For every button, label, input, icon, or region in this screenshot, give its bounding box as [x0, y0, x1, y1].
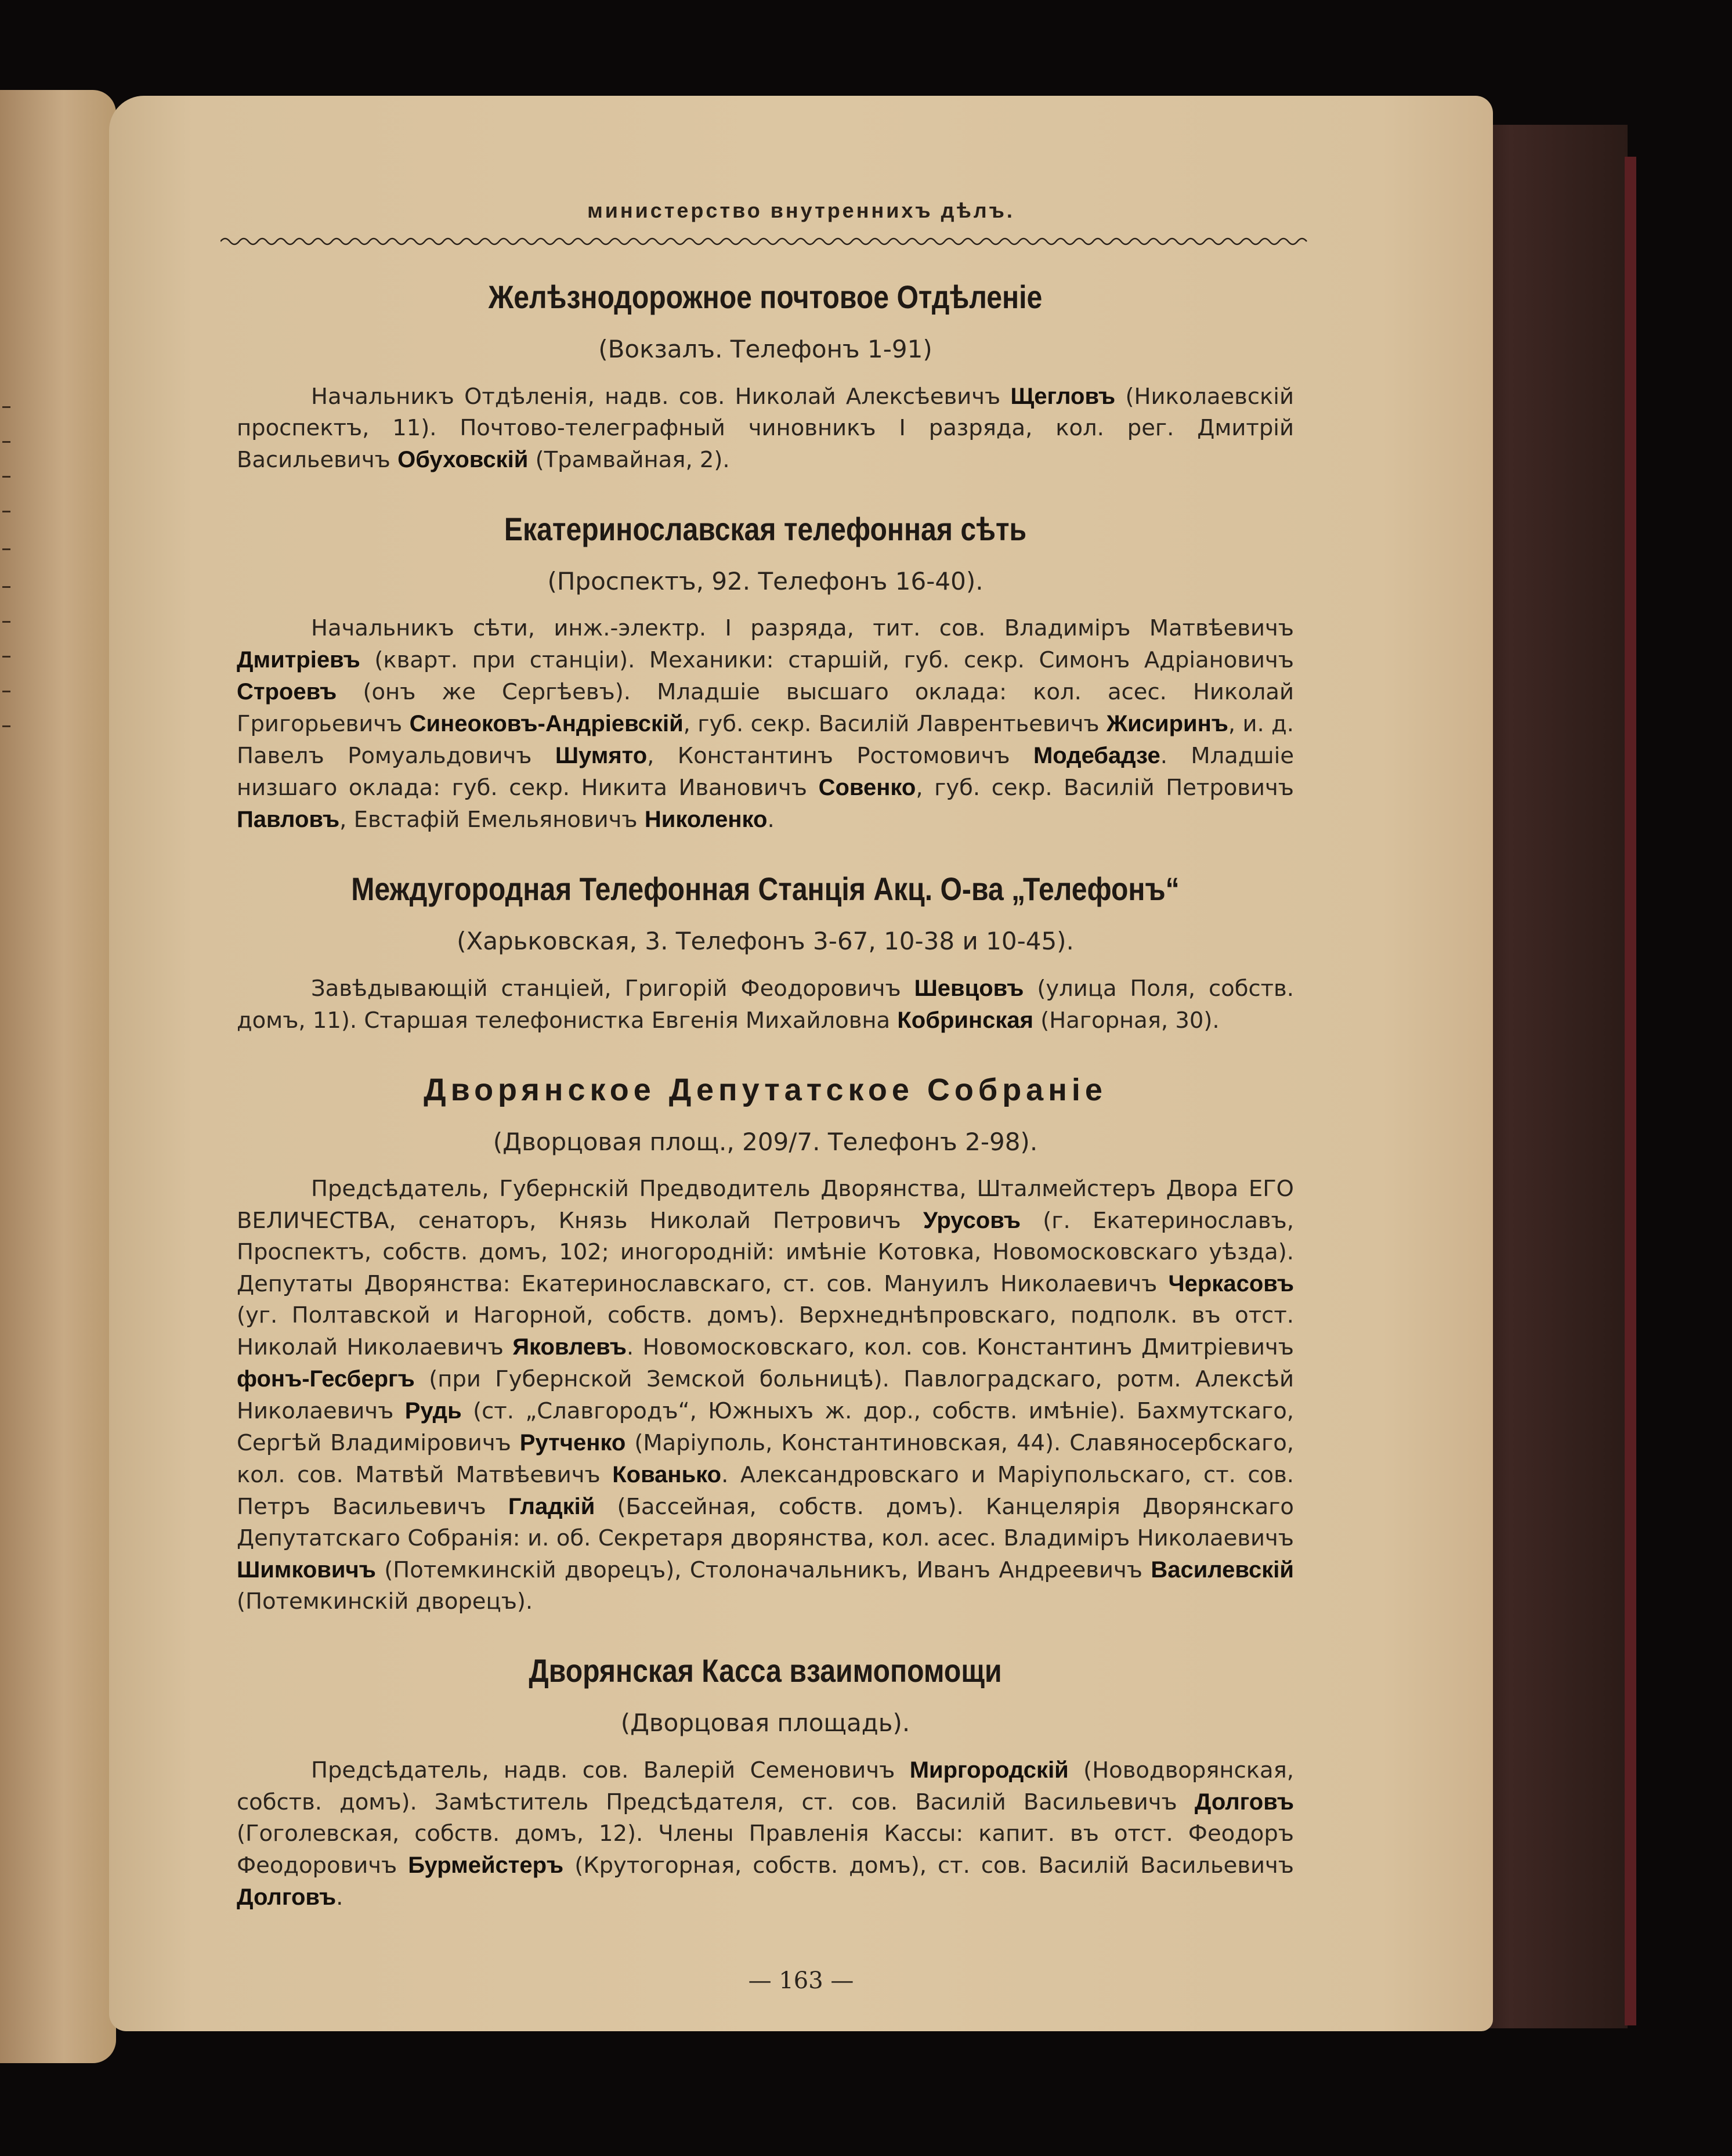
left-page-mark [2, 548, 10, 550]
person-surname: Шумято [555, 743, 648, 768]
section-telephone-network [237, 506, 1294, 836]
section-address: (Дворцовая площ., 209/7. Телефонъ 2-98). [493, 1128, 1038, 1156]
section-title: Дворянское Депутатское Собраніе [424, 1072, 1107, 1107]
person-surname: Николенко [644, 807, 768, 832]
person-surname: Черкасовъ [1168, 1271, 1294, 1297]
section-address: (Харьковская, 3. Телефонъ 3-67, 10-38 и 10-45). [457, 927, 1074, 955]
section-title: Междугородная Телефонная Станція Акц. О-ва „Телефонъ“ [351, 871, 1180, 907]
person-surname: Кованько [612, 1462, 722, 1487]
person-surname: Совенко [818, 775, 916, 800]
section-address: (Проспектъ, 92. Телефонъ 16-40). [547, 567, 983, 595]
person-surname: Яковлевъ [512, 1334, 627, 1360]
person-surname: Обуховскій [397, 447, 529, 472]
section-noble-mutual-aid-fund [237, 1648, 1294, 1913]
person-surname: Шимковичъ [237, 1557, 376, 1583]
left-page-mark [2, 406, 10, 408]
section-body: Начальникъ Отдѣленія, надв. сов. Николай Алексѣевичъ Щегловъ (Николаевскій проспектъ, 11). Почтово-телеграфный чиновникъ I разряда, кол. рег. Дмитрій Васильевичъ Обуховскій (Трамвайная, 2). [237, 384, 1294, 473]
section-body: Завѣдывающій станціей, Григорій Феодоровичъ Шевцовъ (улица Поля, собств. домъ, 11). Старшая телефонистка Евгенія Михайловна Кобринская (Нагорная, 30). [237, 976, 1294, 1034]
left-page-mark [2, 621, 10, 623]
person-surname: Долговъ [237, 1884, 337, 1910]
section-noble-assembly [237, 1067, 1294, 1617]
person-surname: фонъ-Гесбергъ [237, 1366, 415, 1392]
person-surname: Шевцовъ [914, 976, 1024, 1001]
section-body: Предсѣдатель, надв. сов. Валерій Семеновичъ Миргородскій (Новодворянская, собств. домъ). Замѣститель Предсѣдателя, ст. сов. Василій Васильевичъ Долговъ (Гоголевская, собств. домъ, 12). Члены Правленія Кассы: капит. въ отст. Феодоръ Феодоровичъ Бурмейстеръ (Крутогорная, собств. домъ), ст. сов. Василій Васильевичъ Долговъ. [237, 1757, 1294, 1911]
left-page-mark [2, 511, 10, 512]
previous-page-edge [0, 90, 116, 2063]
section-body: Предсѣдатель, Губернскій Предводитель Дворянства, Шталмейстеръ Двора ЕГО ВЕЛИЧЕСТВА, сенаторъ, Князь Николай Петровичъ Урусовъ (г. Екатеринославъ, Проспектъ, собств. домъ, 102; иногородній: имѣніе Котовка, Новомосковскаго уѣзда). Депутаты Дворянства: Екатеринославскаго, ст. сов. Мануилъ Николаевичъ Черкасовъ (уг. Полтавской и Нагорной, собств. домъ). Верхнеднѣпровскаго, подполк. въ отст. Николай Николаевичъ Яковлевъ. Новомосковскаго, кол. сов. Константинъ Дмитріевичъ фонъ-Гесбергъ (при Губернской Земской больницѣ). Павлоградскаго, ротм. Алексѣй Николаевичъ Рудь (ст. „Славгородъ“, Южныхъ ж. дор., собств. имѣніе). Бахмутскаго, Сергѣй Владиміровичъ Рутченко (Маріуполь, Константиновская, 44). Славяносербскаго, кол. сов. Матвѣй Матвѣевичъ Кованько. Александровскаго и Маріупольскаго, ст. сов. Петръ Васильевичъ Гладкій (Бассейная, собств. домъ). Канцелярія Дворянскаго Депутатскаго Собранія: и. об. Секретаря дворянства, кол. асес. Владиміръ Николаевичъ Шимковичъ (Потемкинскій дворецъ), Столоначальникъ, Иванъ Андреевичъ Василевскій (Потемкинскій дворецъ). [237, 1176, 1295, 1615]
left-page-mark [2, 441, 10, 443]
left-page-mark [2, 656, 10, 658]
section-body: Начальникъ сѣти, инж.-электр. I разряда, тит. сов. Владиміръ Матвѣевичъ Дмитріевъ (кварт. при станціи). Механики: старшій, губ. секр. Симонъ Адріановичъ Строевъ (онъ же Сергѣевъ). Младшіе высшаго оклада: кол. асес. Николай Григорьевичъ Синеоковъ-Андріевскій, губ. секр. Василій Лаврентьевичъ Жисиринъ, и. д. Павелъ Ромуальдовичъ Шумято, Константинъ Ростомовичъ Модебадзе. Младшіе низшаго оклада: губ. секр. Никита Ивановичъ Совенко, губ. секр. Василій Петровичъ Павловъ, Евстафій Емельяновичъ Николенко. [237, 615, 1294, 833]
running-head: министерство внутреннихъ дѣлъ. [587, 198, 1015, 222]
person-surname: Рутченко [519, 1430, 626, 1456]
page-number: — 163 — [748, 1967, 854, 1994]
section-long-distance-station [237, 866, 1294, 1037]
person-surname: Долговъ [1194, 1789, 1294, 1815]
left-page-mark [2, 586, 10, 588]
person-surname: Урусовъ [923, 1208, 1021, 1233]
person-surname: Щегловъ [1010, 384, 1116, 409]
person-surname: Бурмейстеръ [408, 1852, 564, 1878]
left-page-mark [2, 725, 10, 727]
page-content [237, 244, 1294, 1913]
person-surname: Миргородскій [909, 1757, 1069, 1783]
section-railway-post-office [237, 274, 1294, 476]
person-surname: Синеоковъ-Андріевскій [409, 711, 684, 736]
person-surname: Рудь [404, 1398, 462, 1424]
section-title: Екатеринославская телефонная сѣть [504, 511, 1027, 547]
person-surname: Строевъ [237, 679, 337, 705]
book-cover-edge [1625, 157, 1636, 2025]
person-surname: Модебадзе [1033, 743, 1160, 768]
left-page-mark [2, 691, 10, 692]
section-address: (Дворцовая площадь). [620, 1709, 910, 1737]
person-surname: Павловъ [237, 807, 340, 832]
section-title: Дворянская Касса взаимопомощи [529, 1652, 1002, 1689]
book-spine [1471, 125, 1628, 2028]
left-page-mark [2, 476, 10, 478]
section-address: (Вокзалъ. Телефонъ 1-91) [598, 335, 932, 363]
person-surname: Василевскій [1151, 1557, 1294, 1583]
person-surname: Гладкій [508, 1494, 595, 1519]
section-title: Желѣзнодорожное почтовое Отдѣленіе [488, 279, 1043, 315]
person-surname: Дмитріевъ [237, 647, 360, 673]
person-surname: Жисиринъ [1107, 711, 1228, 736]
person-surname: Кобринская [897, 1007, 1033, 1033]
